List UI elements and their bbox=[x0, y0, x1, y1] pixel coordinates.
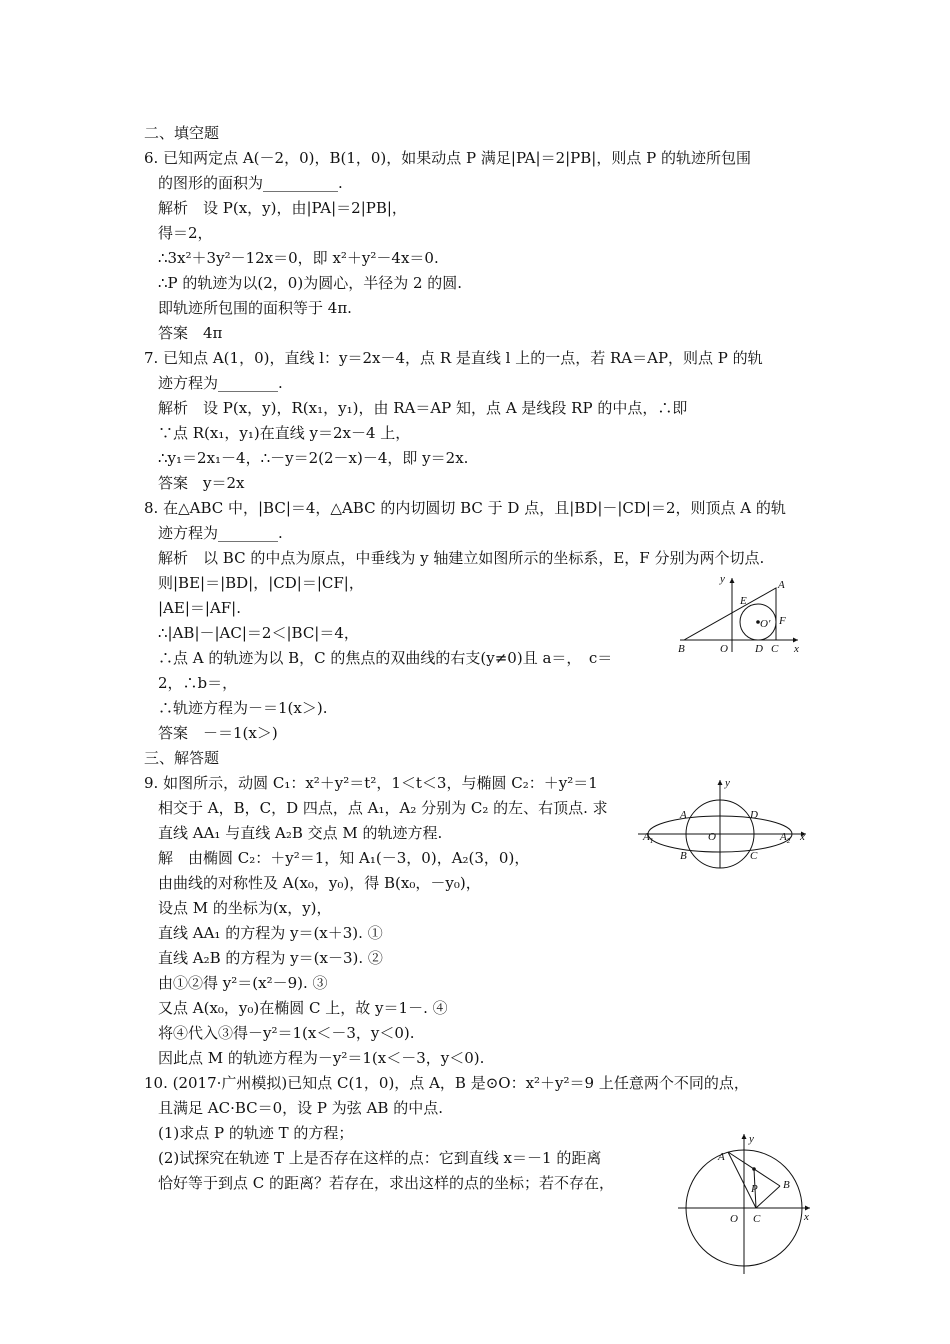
text-line: 答案 4π bbox=[158, 324, 223, 342]
text-line: 7. 已知点 A(1，0)，直线 l：y＝2x－4，点 R 是直线 l 上的一点，若 RA＝AP，则点 P 的轨 bbox=[144, 349, 763, 367]
text-line: 迹方程为________. bbox=[158, 374, 283, 392]
text-line: 解析 以 BC 的中点为原点，中垂线为 y 轴建立如图所示的坐标系，E，F 分别为两个切点. bbox=[158, 549, 765, 567]
label-C: C bbox=[771, 643, 779, 655]
label-y-axis: y bbox=[720, 573, 725, 585]
text-line: 得＝2， bbox=[158, 224, 213, 242]
text-line: 直线 A₂B 的方程为 y＝(x－3). ② bbox=[158, 949, 383, 967]
text-line: 将④代入③得－y²＝1(x＜－3，y＜0). bbox=[158, 1024, 415, 1042]
text-line: 解析 设 P(x，y)，R(x₁，y₁)，由 RA＝AP 知，点 A 是线段 RP 的中点，∴即 bbox=[158, 399, 688, 417]
label-D: D bbox=[755, 643, 763, 655]
label-A: A bbox=[680, 809, 687, 821]
text-line: 解析 设 P(x，y)，由|PA|＝2|PB|， bbox=[158, 199, 407, 217]
text-line: 又点 A(x₀，y₀)在椭圆 C 上，故 y＝1－. ④ bbox=[158, 999, 448, 1017]
label-B: B bbox=[680, 850, 687, 862]
text-line: ∴点 A 的轨迹为以 B，C 的焦点的双曲线的右支(y≠0)且 a＝， c＝ bbox=[158, 649, 613, 667]
text-line: ∵点 R(x₁，y₁)在直线 y＝2x－4 上， bbox=[158, 424, 411, 442]
text-line: (1)求点 P 的轨迹 T 的方程； bbox=[158, 1124, 354, 1142]
text-line: |AE|＝|AF|. bbox=[158, 599, 242, 617]
label-y-axis: y bbox=[725, 777, 730, 789]
label-y-axis: y bbox=[749, 1133, 754, 1145]
label-O: O bbox=[720, 643, 728, 655]
figure-ellipse-circle bbox=[636, 774, 810, 870]
text-line: 恰好等于到点 C 的距离？若存在，求出这样的点的坐标；若不存在， bbox=[158, 1174, 615, 1192]
label-x-axis: x bbox=[804, 1211, 809, 1223]
label-B: B bbox=[783, 1179, 790, 1191]
text-line: 10. (2017·广州模拟)已知点 C(1，0)，点 A，B 是⊙O：x²＋y²＝9 上任意两个不同的点， bbox=[144, 1074, 749, 1092]
text-line: 直线 AA₁ 的方程为 y＝(x＋3). ① bbox=[158, 924, 383, 942]
text-line: 迹方程为________. bbox=[158, 524, 283, 542]
text-line: 则|BE|＝|BD|，|CD|＝|CF|， bbox=[158, 574, 364, 592]
text-line: 由曲线的对称性及 A(x₀，y₀)，得 B(x₀，－y₀)， bbox=[158, 874, 481, 892]
label-F: F bbox=[779, 615, 786, 627]
label-E: E bbox=[740, 595, 747, 607]
text-line: 8. 在△ABC 中，|BC|＝4，△ABC 的内切圆切 BC 于 D 点，且|BD|－|CD|＝2，则顶点 A 的轨 bbox=[144, 499, 786, 517]
text-line: 6. 已知两定点 A(－2，0)，B(1，0)，如果动点 P 满足|PA|＝2|PB|，则点 P 的轨迹所包围 bbox=[144, 149, 751, 167]
label-A: A bbox=[718, 1151, 725, 1163]
text-line: 直线 AA₁ 与直线 A₂B 交点 M 的轨迹方程. bbox=[158, 824, 443, 842]
label-D: D bbox=[750, 809, 758, 821]
label-O-prime: O′ bbox=[760, 618, 771, 630]
label-O: O bbox=[730, 1213, 738, 1225]
figure-circle-chord bbox=[676, 1130, 816, 1276]
text-line: ∴|AB|－|AC|＝2＜|BC|＝4， bbox=[158, 624, 359, 642]
text-line: 二、填空题 bbox=[144, 124, 220, 142]
text-line: 设点 M 的坐标为(x，y)， bbox=[158, 899, 332, 917]
text-line: 答案 y＝2x bbox=[158, 474, 245, 492]
figure-triangle-incircle bbox=[676, 572, 806, 656]
text-line: ∴3x²＋3y²－12x＝0，即 x²＋y²－4x＝0. bbox=[158, 249, 439, 267]
text-line: 三、解答题 bbox=[144, 749, 220, 767]
label-x-axis: x bbox=[800, 831, 805, 843]
text-line: 相交于 A，B，C，D 四点，点 A₁，A₂ 分别为 C₂ 的左、右顶点. 求 bbox=[158, 799, 608, 817]
label-C: C bbox=[753, 1213, 761, 1225]
text-line: ∴y₁＝2x₁－4，∴－y＝2(2－x)－4，即 y＝2x. bbox=[158, 449, 469, 467]
text-line: (2)试探究在轨迹 T 上是否存在这样的点：它到直线 x＝－1 的距离 bbox=[158, 1149, 602, 1167]
text-line: 9. 如图所示，动圆 C₁：x²＋y²＝t²，1＜t＜3，与椭圆 C₂：＋y²＝1 bbox=[144, 774, 598, 792]
label-O: O bbox=[708, 831, 716, 843]
label-C: C bbox=[750, 850, 758, 862]
label-P: P bbox=[751, 1183, 758, 1195]
text-line: 由①②得 y²＝(x²－9). ③ bbox=[158, 974, 328, 992]
label-x-axis: x bbox=[794, 643, 799, 655]
label-A2: $A_2$ bbox=[780, 831, 791, 845]
text-line: ∴轨迹方程为－＝1(x＞). bbox=[158, 699, 328, 717]
text-line: ∴P 的轨迹为以(2，0)为圆心，半径为 2 的圆. bbox=[158, 274, 463, 292]
text-line: 答案 －＝1(x＞) bbox=[158, 724, 278, 742]
text-line: 即轨迹所包围的面积等于 4π. bbox=[158, 299, 352, 317]
label-B: B bbox=[678, 643, 685, 655]
text-line: 因此点 M 的轨迹方程为－y²＝1(x＜－3，y＜0). bbox=[158, 1049, 485, 1067]
text-line: 2，∴b＝， bbox=[158, 674, 238, 692]
text-line: 且满足 AC·BC＝0，设 P 为弦 AB 的中点. bbox=[158, 1099, 443, 1117]
text-line: 的图形的面积为__________. bbox=[158, 174, 343, 192]
text-line: 解 由椭圆 C₂：＋y²＝1，知 A₁(－3，0)，A₂(3，0)， bbox=[158, 849, 530, 867]
label-A1: $A_1$ bbox=[643, 831, 654, 845]
label-A: A bbox=[778, 579, 785, 591]
